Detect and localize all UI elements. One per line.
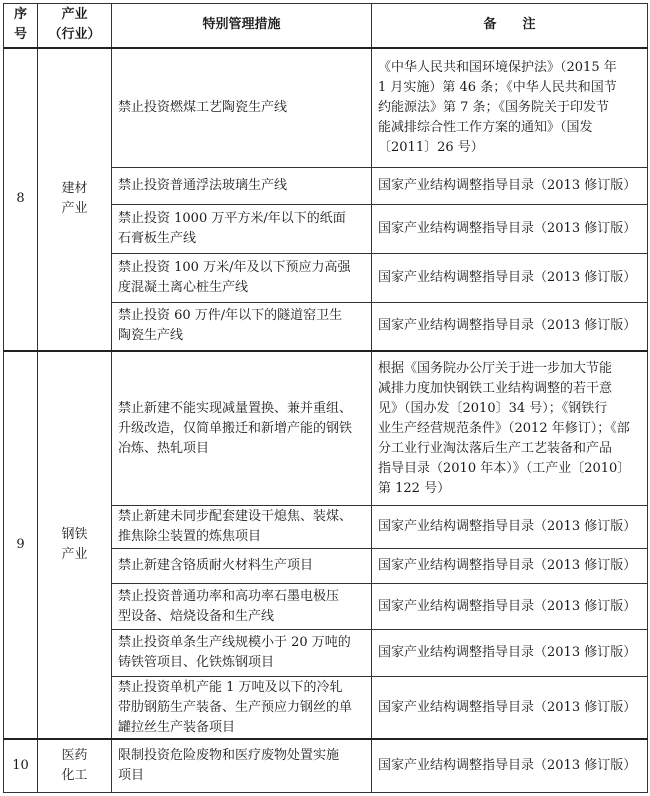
measure-line: 禁止投资单机产能 1 万吨及以下的冷轧	[118, 679, 343, 695]
header-industry	[38, 4, 112, 48]
note-cell	[372, 351, 648, 506]
measure-line: 禁止新建不能实现减量置换、兼并重组、	[118, 400, 353, 416]
note-line: 国家产业结构调整指导目录（2013 修订版）	[378, 220, 637, 236]
measure-cell	[112, 168, 372, 205]
measure-line: 冶炼、热轧项目	[118, 440, 210, 456]
note-cell	[372, 583, 648, 630]
measure-line: 石膏板生产线	[118, 230, 197, 246]
measure-line: 禁止投资 60 万件/年以下的隧道窑卫生	[118, 308, 343, 324]
note-cell	[372, 48, 648, 168]
measure-line: 禁止投资单条生产线规模小于 20 万吨的	[118, 635, 351, 651]
section-number: 8	[4, 48, 38, 351]
measure-line: 禁止新建含铬质耐火材料生产项目	[118, 557, 314, 573]
measure-line: 罐拉丝生产装备项目	[118, 719, 236, 735]
note-cell	[372, 506, 648, 549]
note-line: 《中华人民共和国环境保护法》（2015 年	[378, 59, 617, 75]
measure-cell	[112, 630, 372, 677]
note-line: 国家产业结构调整指导目录（2013 修订版）	[378, 269, 637, 285]
note-line: 1 月实施）第 46 条；《中华人民共和国节	[378, 79, 617, 95]
note-cell	[372, 302, 648, 351]
note-line: 国家产业结构调整指导目录（2013 修订版）	[378, 519, 637, 535]
section-number: 10	[4, 739, 38, 792]
measure-cell	[112, 302, 372, 351]
note-line: 业生产经营规范条件》（2012 年修订）；《部	[378, 420, 630, 436]
industry-line: 医药	[61, 748, 88, 764]
note-cell	[372, 677, 648, 740]
measure-line: 升级改造，仅简单搬迁和新增产能的钢铁	[118, 420, 353, 436]
measure-line: 禁止投资 1000 万平方米/年以下的纸面	[118, 210, 346, 226]
note-cell	[372, 549, 648, 584]
note-line: 根据《国务院办公厅关于进一步加大节能	[378, 360, 613, 376]
note-line: 见》（国办发〔2010〕34 号）；《钢铁行	[378, 400, 608, 416]
section-industry	[38, 351, 112, 740]
regulation-table	[3, 3, 648, 793]
table-header-row	[4, 4, 648, 48]
header-industry-line: 产业	[61, 7, 88, 23]
note-line: 第 122 号）	[378, 480, 451, 496]
note-line: 能减排综合性工作方案的通知》（国发	[378, 119, 593, 135]
measure-cell	[112, 204, 372, 253]
note-line: 国家产业结构调整指导目录（2013 修订版）	[378, 645, 637, 661]
note-cell	[372, 630, 648, 677]
note-cell	[372, 204, 648, 253]
measure-line: 禁止投资 100 万米/年及以下预应力高强	[118, 259, 351, 275]
note-line: 国家产业结构调整指导目录（2013 修订版）	[378, 699, 637, 715]
table-body	[4, 48, 648, 793]
industry-line: 产业	[61, 547, 88, 563]
table-row	[4, 739, 648, 792]
measure-cell	[112, 549, 372, 584]
measure-line: 陶瓷生产线	[118, 328, 184, 344]
header-measures: 特别管理措施	[112, 4, 372, 48]
note-line: 减排力度加快钢铁工业结构调整的若干意	[378, 380, 613, 396]
measure-cell	[112, 48, 372, 168]
measure-line: 推焦除尘装置的炼焦项目	[118, 529, 262, 545]
note-line: 约能源法》第 7 条；《国务院关于印发节	[378, 99, 610, 115]
note-line: 国家产业结构调整指导目录（2013 修订版）	[378, 557, 637, 573]
measure-cell	[112, 506, 372, 549]
measure-cell	[112, 583, 372, 630]
industry-line: 钢铁	[61, 527, 88, 543]
measure-cell	[112, 253, 372, 302]
header-industry-line: （行业）	[48, 27, 101, 43]
measure-cell	[112, 677, 372, 740]
table-row	[4, 48, 648, 168]
section-number: 9	[4, 351, 38, 740]
measure-line: 禁止投资普通浮法玻璃生产线	[118, 178, 288, 193]
measure-line: 禁止投资普通功率和高功率石墨电极压	[118, 588, 340, 604]
header-no	[4, 4, 38, 48]
measure-line: 铸铁管项目、化铁炼钢项目	[118, 655, 275, 671]
note-cell	[372, 253, 648, 302]
note-line: 国家产业结构调整指导目录（2013 修订版）	[378, 318, 637, 334]
note-cell	[372, 168, 648, 205]
measure-line: 项目	[118, 768, 145, 784]
note-line: 〔2011〕26 号）	[378, 139, 484, 155]
measure-line: 禁止新建未同步配套建设干熄焦、装煤、	[118, 509, 353, 525]
industry-line: 产业	[61, 201, 88, 217]
industry-line: 化工	[61, 768, 88, 784]
header-notes: 备 注	[372, 4, 648, 48]
measure-cell	[112, 351, 372, 506]
note-line: 指导目录（2010 年本）》（工产业〔2010〕	[378, 460, 631, 476]
table-row	[4, 351, 648, 506]
measure-line: 限制投资危险废物和医疗废物处置实施	[118, 748, 340, 764]
note-line: 国家产业结构调整指导目录（2013 修订版）	[378, 178, 637, 193]
note-line: 国家产业结构调整指导目录（2013 修订版）	[378, 598, 637, 614]
measure-line: 型设备、焙烧设备和生产线	[118, 608, 275, 624]
measure-line: 禁止投资燃煤工艺陶瓷生产线	[118, 99, 288, 115]
industry-line: 建材	[61, 181, 88, 197]
note-line: 国家产业结构调整指导目录（2013 修订版）	[378, 758, 637, 774]
note-line: 分工业行业淘汰落后生产工艺装备和产品	[378, 440, 613, 456]
section-industry	[38, 739, 112, 792]
note-cell	[372, 739, 648, 792]
measure-line: 度混凝土离心桩生产线	[118, 279, 249, 295]
header-no-line: 序	[13, 7, 27, 23]
section-industry	[38, 48, 112, 351]
header-no-line: 号	[13, 27, 27, 43]
measure-cell	[112, 739, 372, 792]
measure-line: 带肋钢筋生产装备、生产预应力钢丝的单	[118, 699, 353, 715]
